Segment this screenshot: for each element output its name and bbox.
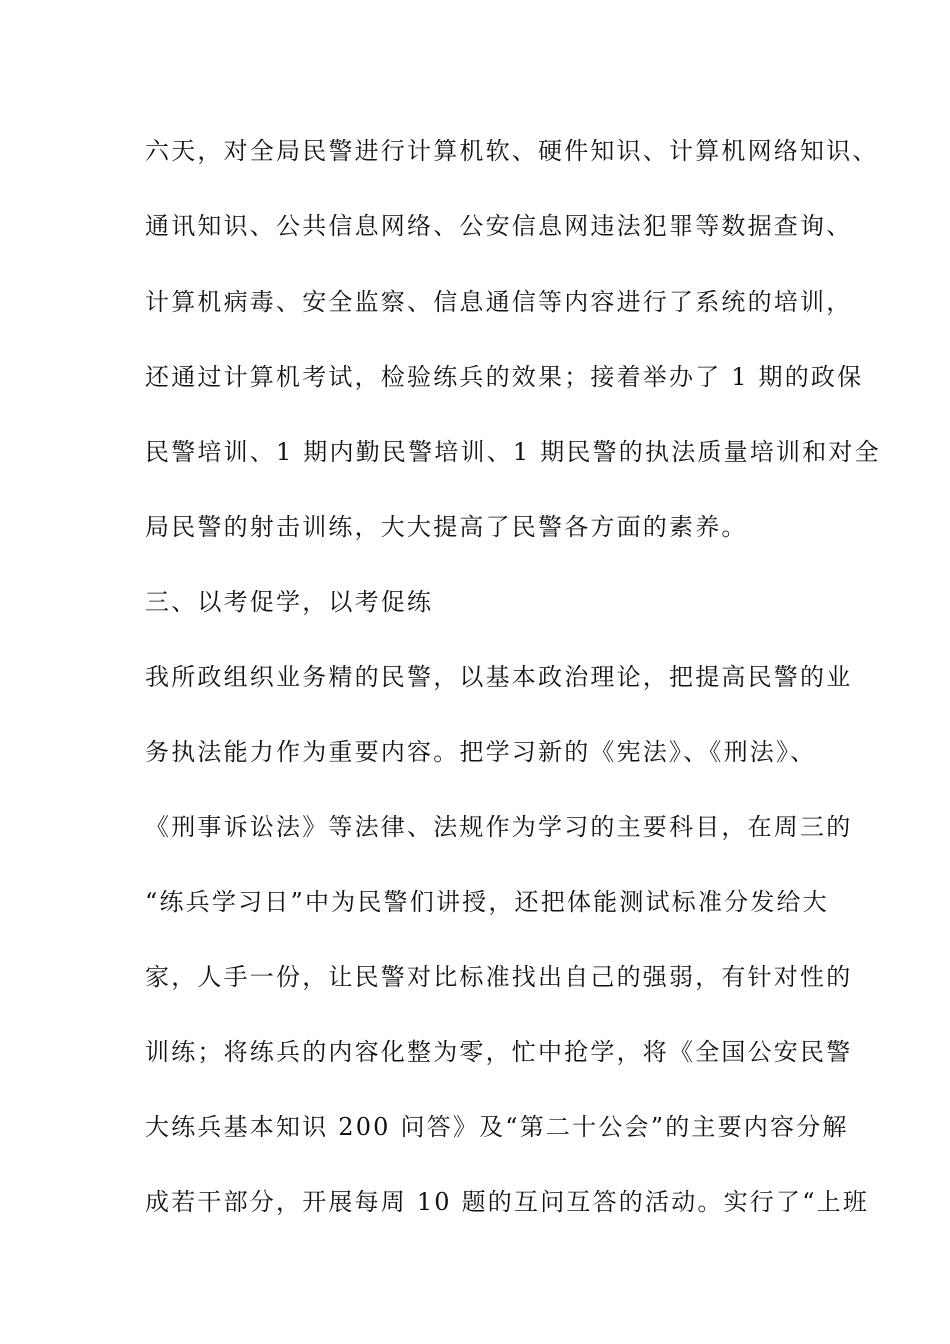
- paragraph-2-line-6: 训练；将练兵的内容化整为零，忙中抢学，将《全国公安民警: [145, 1038, 853, 1066]
- paragraph-1-line-5: 民警培训、1 期内勤民警培训、1 期民警的执法质量培训和对全: [145, 438, 881, 466]
- paragraph-2-line-7: 大练兵基本知识 200 问答》及“第二十公会”的主要内容分解: [145, 1113, 849, 1141]
- paragraph-2-line-8: 成若干部分，开展每周 10 题的互问互答的活动。实行了“上班: [145, 1188, 870, 1216]
- section-heading: 三、以考促学，以考促练: [145, 588, 434, 616]
- paragraph-2-line-4: “练兵学习日”中为民警们讲授，还把体能测试标准分发给大: [145, 888, 829, 916]
- paragraph-2-line-2: 务执法能力作为重要内容。把学习新的《宪法》、《刑法》、: [145, 738, 817, 766]
- paragraph-2-line-5: 家，人手一份，让民警对比标准找出自己的强弱，有针对性的: [145, 963, 853, 991]
- paragraph-1-line-2: 通讯知识、公共信息网络、公安信息网违法犯罪等数据查询、: [145, 212, 853, 240]
- paragraph-1-line-3: 计算机病毒、安全监察、信息通信等内容进行了系统的培训，: [145, 288, 853, 316]
- paragraph-1-line-1: 六天，对全局民警进行计算机软、硬件知识、计算机网络知识、: [145, 137, 879, 165]
- paragraph-1-line-6: 局民警的射击训练，大大提高了民警各方面的素养。: [145, 513, 748, 541]
- paragraph-1-line-4: 还通过计算机考试，检验练兵的效果；接着举办了 1 期的政保: [145, 363, 864, 391]
- paragraph-2-line-3: 《刑事诉讼法》等法律、法规作为学习的主要科目，在周三的: [145, 813, 853, 841]
- paragraph-2-line-1: 我所政组织业务精的民警，以基本政治理论，把提高民警的业: [145, 663, 853, 691]
